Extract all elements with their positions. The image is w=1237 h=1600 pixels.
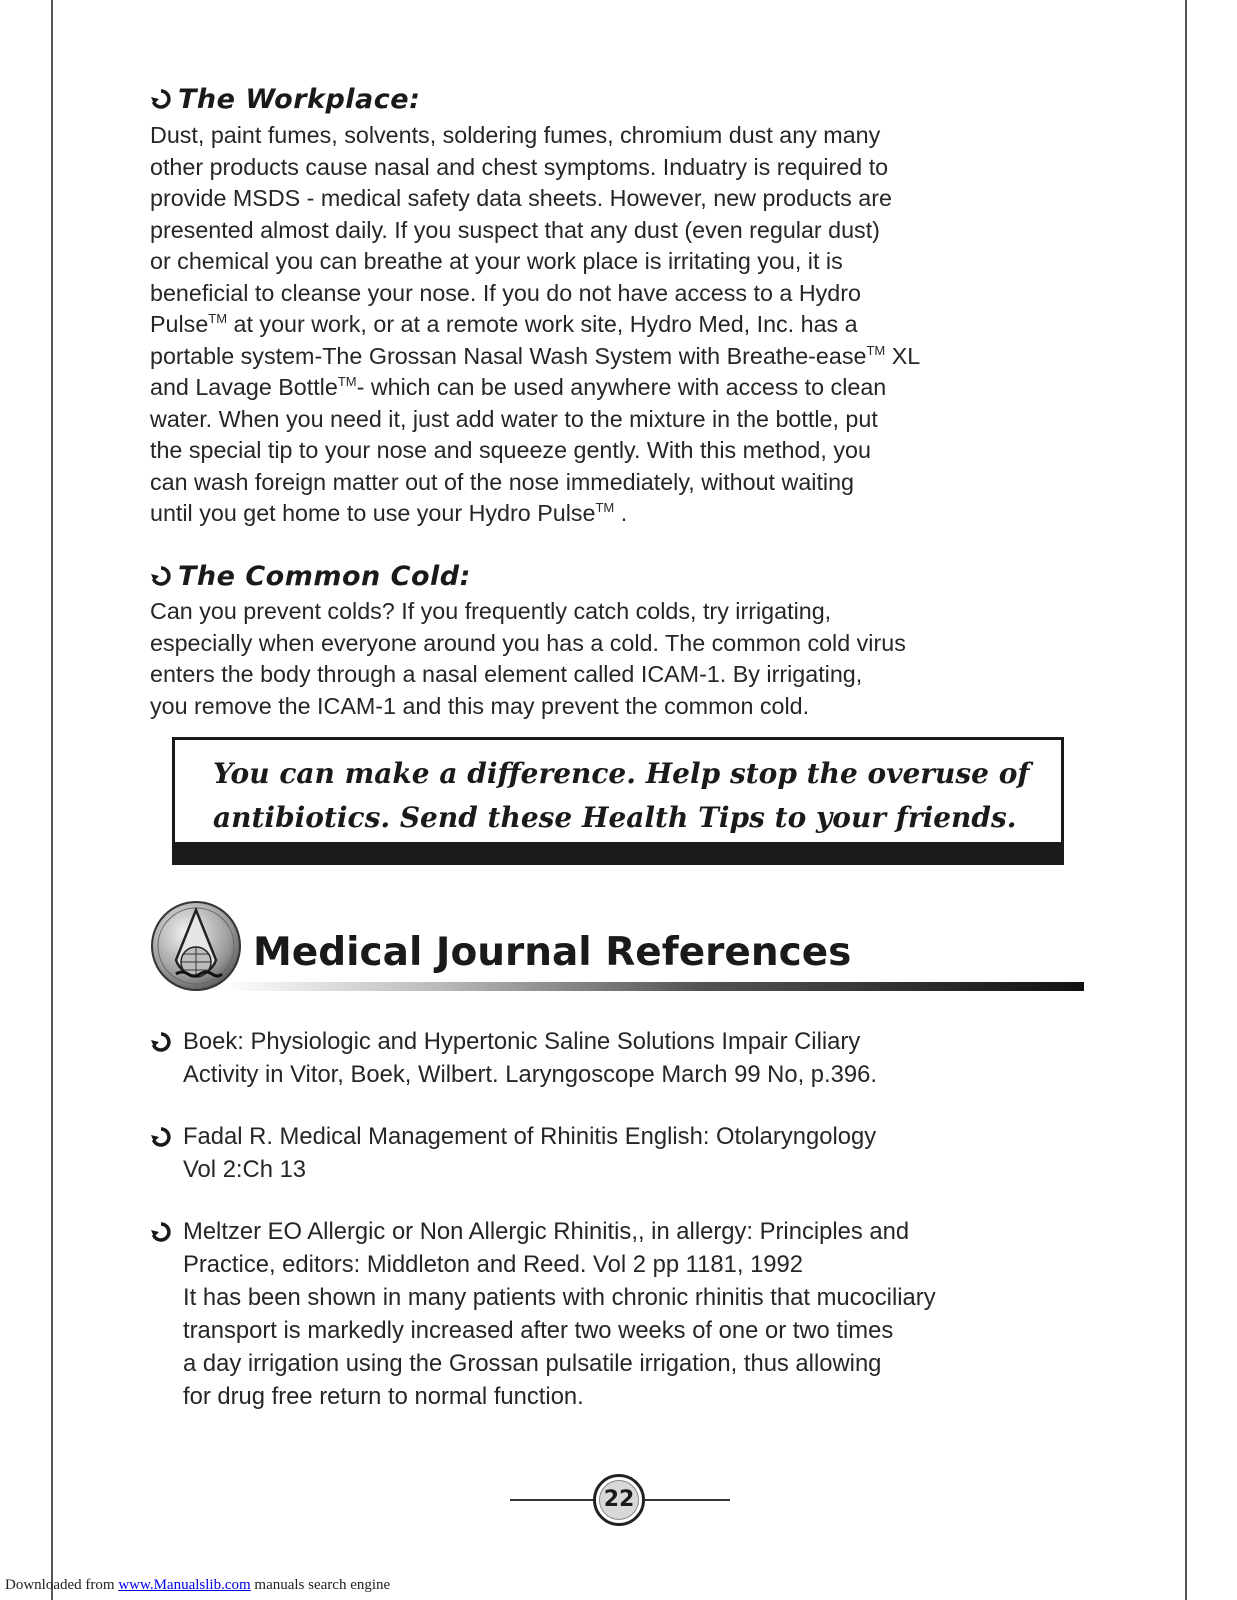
page-frame-left [51,0,53,1600]
workplace-paragraph: Dust, paint fumes, solvents, soldering fumes, chromium dust any many other products cause nasal and chest symptoms. Induatry is required to provide MSDS - medical safety data sheets. However, new products are presented almost daily. If you suspect that any dust (even regular dust) or chemical you can breathe at your work place is irritating you, it is beneficial to cleanse your nose. If you do not have access to a Hydro Pulse™ at your work, or at a remote work site, Hydro Med, Inc. has a portable system-The Grossan Nasal Wash System with Breathe-ease™ XL and Lavage Bottle™- which can be used anywhere with access to clean water. When you need it, just add water to the mixture in the bottle, put the special tip to your nose and squeeze gently. With this method, you can wash foreign matter out of the nose immediately, without waiting until you get home to use your Hydro Pulse™ . [150,122,921,526]
reference-item: Meltzer EO Allergic or Non Allergic Rhinitis,, in allergy: Principles and Practice, editors: Middleton and Reed. Vol 2 pp 1181, 1992 It has been shown in many patients with chronic rhinitis that mucociliary transport is markedly increased after two weeks of one or two times a day irrigation using the Grossan pulsatile irrigation, thus allowing for drug free return to normal function. [150,1215,1086,1413]
circular-arrow-icon [150,1126,172,1148]
references-rule [220,982,1084,991]
circular-arrow-icon [150,565,172,587]
circular-arrow-icon [150,1221,172,1243]
reference-item: Boek: Physiologic and Hypertonic Saline Solutions Impair Ciliary Activity in Vitor, Boek, Wilbert. Laryngoscope March 99 No, p.396. [150,1025,1086,1091]
common-cold-paragraph: Can you prevent colds? If you frequently catch colds, try irrigating, especially when everyone around you has a cold. The common cold virus enters the body through a nasal element called ICAM-1. By irrigating, you remove the ICAM-1 and this may prevent the common cold. [150,598,906,719]
page-number-rule-right [645,1499,730,1501]
references-title: Medical Journal References [253,930,852,975]
callout-shadow-bar [175,842,1061,862]
download-footer: Downloaded from www.Manualslib.com manuals search engine [5,1577,391,1593]
reference-item: Fadal R. Medical Management of Rhinitis English: Otolaryngology Vol 2:Ch 13 [150,1120,1086,1186]
manualslib-link[interactable]: www.Manualslib.com [118,1577,251,1593]
health-tip-callout: You can make a difference. Help stop the overuse of antibiotics. Send these Health Tips to your friends. [172,737,1064,865]
circular-arrow-icon [150,1031,172,1053]
workplace-heading: The Workplace: [150,84,420,115]
page-frame-right [1185,0,1187,1600]
circular-arrow-icon [150,88,172,110]
water-drop-globe-icon [150,900,242,992]
common-cold-heading: The Common Cold: [150,561,471,592]
page-number-rule-left [510,1499,593,1501]
page-number: 22 [510,1470,730,1530]
